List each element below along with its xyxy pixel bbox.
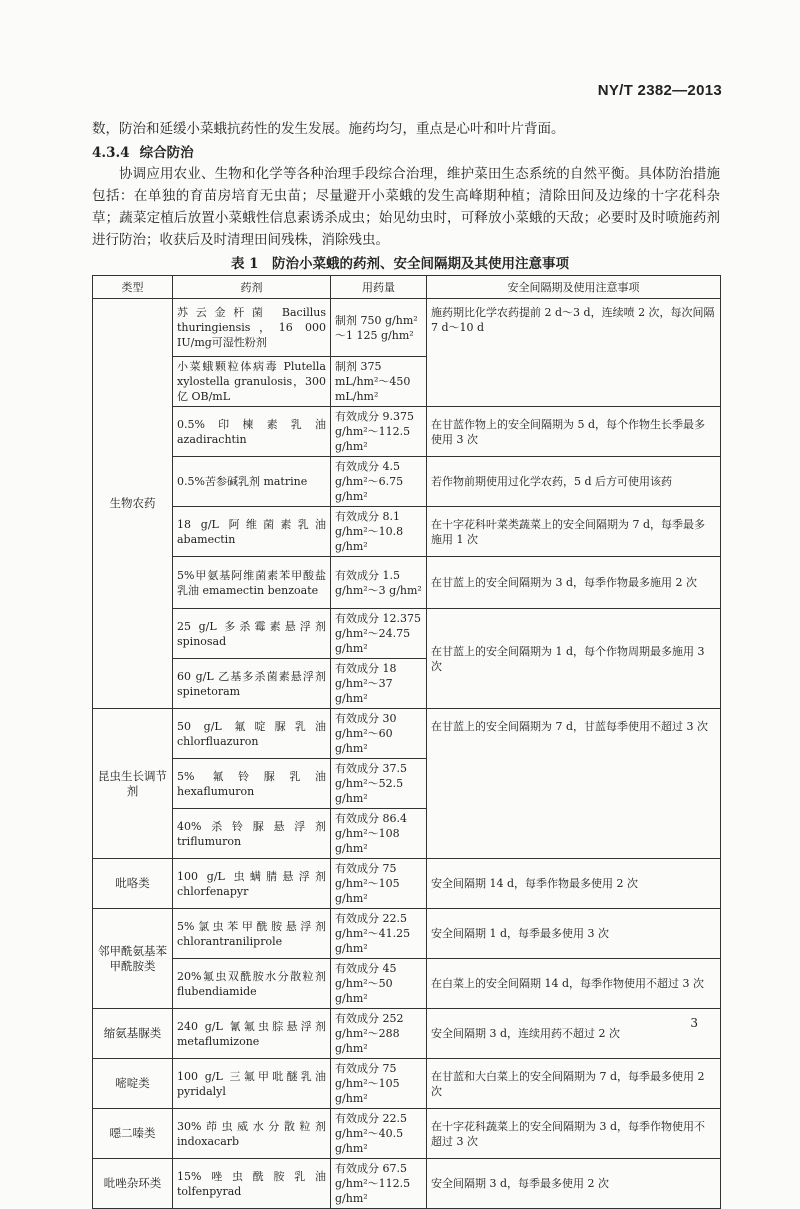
agent-cell: 50 g/L 氟啶脲乳油 chlorfluazuron [173,709,331,759]
dosage-cell: 有效成分 9.375 g/hm²～112.5 g/hm² [331,407,427,457]
note-cell: 安全间隔期 14 d，每季作物最多使用 2 次 [427,859,721,909]
category-cell: 邻甲酰氨基苯甲酰胺类 [93,909,173,1009]
agent-cell: 40%杀铃脲悬浮剂 triflumuron [173,809,331,859]
section-heading [92,141,204,161]
page-number: 3 [690,1016,698,1030]
agent-cell: 0.5%苦参碱乳剂 matrine [173,457,331,507]
category-cell: 生物农药 [93,299,173,709]
table-row [93,909,721,959]
dosage-cell: 有效成分 4.5 g/hm²～6.75 g/hm² [331,457,427,507]
category-cell: 吡唑杂环类 [93,1159,173,1209]
note-cell: 在十字花科叶菜类蔬菜上的安全间隔期为 7 d，每季最多施用 1 次 [427,507,721,557]
table-row [93,709,721,759]
dosage-cell: 有效成分 1.5 g/hm²～3 g/hm² [331,557,427,609]
dosage-cell: 有效成分 75 g/hm²～105 g/hm² [331,859,427,909]
agent-cell: 5%甲氨基阿维菌素苯甲酸盐乳油 emamectin benzoate [173,557,331,609]
header-dosage: 用药量 [331,276,427,299]
agent-cell: 100 g/L 虫螨腈悬浮剂 chlorfenapyr [173,859,331,909]
note-cell: 施药期比化学农药提前 2 d～3 d，连续喷 2 次，每次间隔 7 d～10 d [427,299,721,407]
note-cell: 在甘蓝和大白菜上的安全间隔期为 7 d，每季最多使用 2 次 [427,1059,721,1109]
note-cell: 在甘蓝上的安全间隔期为 1 d，每个作物周期最多施用 3 次 [427,609,721,709]
note-cell: 在白菜上的安全间隔期 14 d，每季作物使用不超过 3 次 [427,959,721,1009]
header-note: 安全间隔期及使用注意事项 [427,276,721,299]
intro-continuation: 数，防治和延缓小菜蛾抗药性的发生发展。施药均匀，重点是心叶和叶片背面。 [92,121,565,137]
dosage-cell: 有效成分 37.5 g/hm²～52.5 g/hm² [331,759,427,809]
table-row [93,609,721,659]
standard-code: NY/T 2382—2013 [597,82,722,99]
dosage-cell: 有效成分 18 g/hm²～37 g/hm² [331,659,427,709]
dosage-cell: 制剂 750 g/hm²～1 125 g/hm² [331,299,427,357]
category-cell: 噁二嗪类 [93,1109,173,1159]
table-row [93,959,721,1009]
section-paragraph: 协调应用农业、生物和化学等各种治理手段综合治理，维护菜田生态系统的自然平衡。具体防治措施包括：在单独的育苗房培育无虫苗；尽量避开小菜蛾的发生高峰期种植；清除田间及边缘的十字花科杂草；蔬菜定植后放置小菜蛾性信息素诱杀成虫；始见幼虫时，可释放小菜蛾的天敌；必要时及时喷施药剂进行防治；收获后及时清理田间残株，消除残虫。 [92,166,720,248]
dosage-cell: 有效成分 75 g/hm²～105 g/hm² [331,1059,427,1109]
category-cell: 吡咯类 [93,859,173,909]
table-row [93,507,721,557]
dosage-cell: 有效成分 67.5 g/hm²～112.5 g/hm² [331,1159,427,1209]
table-row [93,557,721,609]
header-type: 类型 [93,276,173,299]
table-caption: 表 1 防治小菜蛾的药剂、安全间隔期及其使用注意事项 [230,256,570,272]
table-row [93,299,721,357]
dosage-cell: 有效成分 22.5 g/hm²～40.5 g/hm² [331,1109,427,1159]
agent-cell: 15%唑虫酰胺乳油 tolfenpyrad [173,1159,331,1209]
note-cell: 安全间隔期 3 d，连续用药不超过 2 次 [427,1009,721,1059]
category-cell: 缩氨基脲类 [93,1009,173,1059]
section-title: 综合防治 [139,145,194,161]
agent-cell: 25 g/L 多杀霉素悬浮剂 spinosad [173,609,331,659]
agent-cell: 5% 氟铃脲乳油 hexaflumuron [173,759,331,809]
dosage-cell: 有效成分 252 g/hm²～288 g/hm² [331,1009,427,1059]
agent-cell: 5%氯虫苯甲酰胺悬浮剂 chlorantraniliprole [173,909,331,959]
agent-cell: 0.5%印楝素乳油 azadirachtin [173,407,331,457]
dosage-cell: 制剂 375 mL/hm²～450 mL/hm² [331,357,427,407]
dosage-cell: 有效成分 12.375 g/hm²～24.75 g/hm² [331,609,427,659]
agent-cell: 20%氟虫双酰胺水分散粒剂 flubendiamide [173,959,331,1009]
note-cell: 在十字花科蔬菜上的安全间隔期为 3 d，每季作物使用不超过 3 次 [427,1109,721,1159]
note-cell: 在甘蓝上的安全间隔期为 3 d，每季作物最多施用 2 次 [427,557,721,609]
category-cell: 嘧啶类 [93,1059,173,1109]
dosage-cell: 有效成分 86.4 g/hm²～108 g/hm² [331,809,427,859]
table-row [93,1159,721,1209]
dosage-cell: 有效成分 30 g/hm²～60 g/hm² [331,709,427,759]
table-row [93,457,721,507]
dosage-cell: 有效成分 22.5 g/hm²～41.25 g/hm² [331,909,427,959]
section-number: 4.3.4 [92,145,130,161]
agent-cell: 30%茚虫威水分散粒剂 indoxacarb [173,1109,331,1159]
table-row [93,859,721,909]
agent-cell: 60 g/L 乙基多杀菌素悬浮剂 spinetoram [173,659,331,709]
dosage-cell: 有效成分 45 g/hm²～50 g/hm² [331,959,427,1009]
table-row [93,407,721,457]
agent-cell: 240 g/L 氰氟虫腙悬浮剂 metaflumizone [173,1009,331,1059]
agent-cell: 100 g/L 三氟甲吡醚乳油 pyridalyl [173,1059,331,1109]
agent-cell: 小菜蛾颗粒体病毒 Plutella xylostella granulosis，300 亿 OB/mL [173,357,331,407]
category-cell: 昆虫生长调节剂 [93,709,173,859]
table-header-row [93,276,721,299]
note-cell: 在甘蓝上的安全间隔期为 7 d，甘蓝每季使用不超过 3 次 [427,709,721,859]
note-cell: 若作物前期使用过化学农药，5 d 后方可使用该药 [427,457,721,507]
dosage-cell: 有效成分 8.1 g/hm²～10.8 g/hm² [331,507,427,557]
note-cell: 安全间隔期 3 d，每季最多使用 2 次 [427,1159,721,1209]
pesticide-table [92,275,721,1209]
note-cell: 在甘蓝作物上的安全间隔期为 5 d，每个作物生长季最多使用 3 次 [427,407,721,457]
table-row [93,1009,721,1059]
agent-cell: 苏云金杆菌 Bacillus thuringiensis，16 000 IU/mg可湿性粉剂 [173,299,331,357]
note-cell: 安全间隔期 1 d，每季最多使用 3 次 [427,909,721,959]
agent-cell: 18 g/L 阿维菌素乳油 abamectin [173,507,331,557]
table-row [93,1109,721,1159]
header-agent: 药剂 [173,276,331,299]
table-row [93,1059,721,1109]
